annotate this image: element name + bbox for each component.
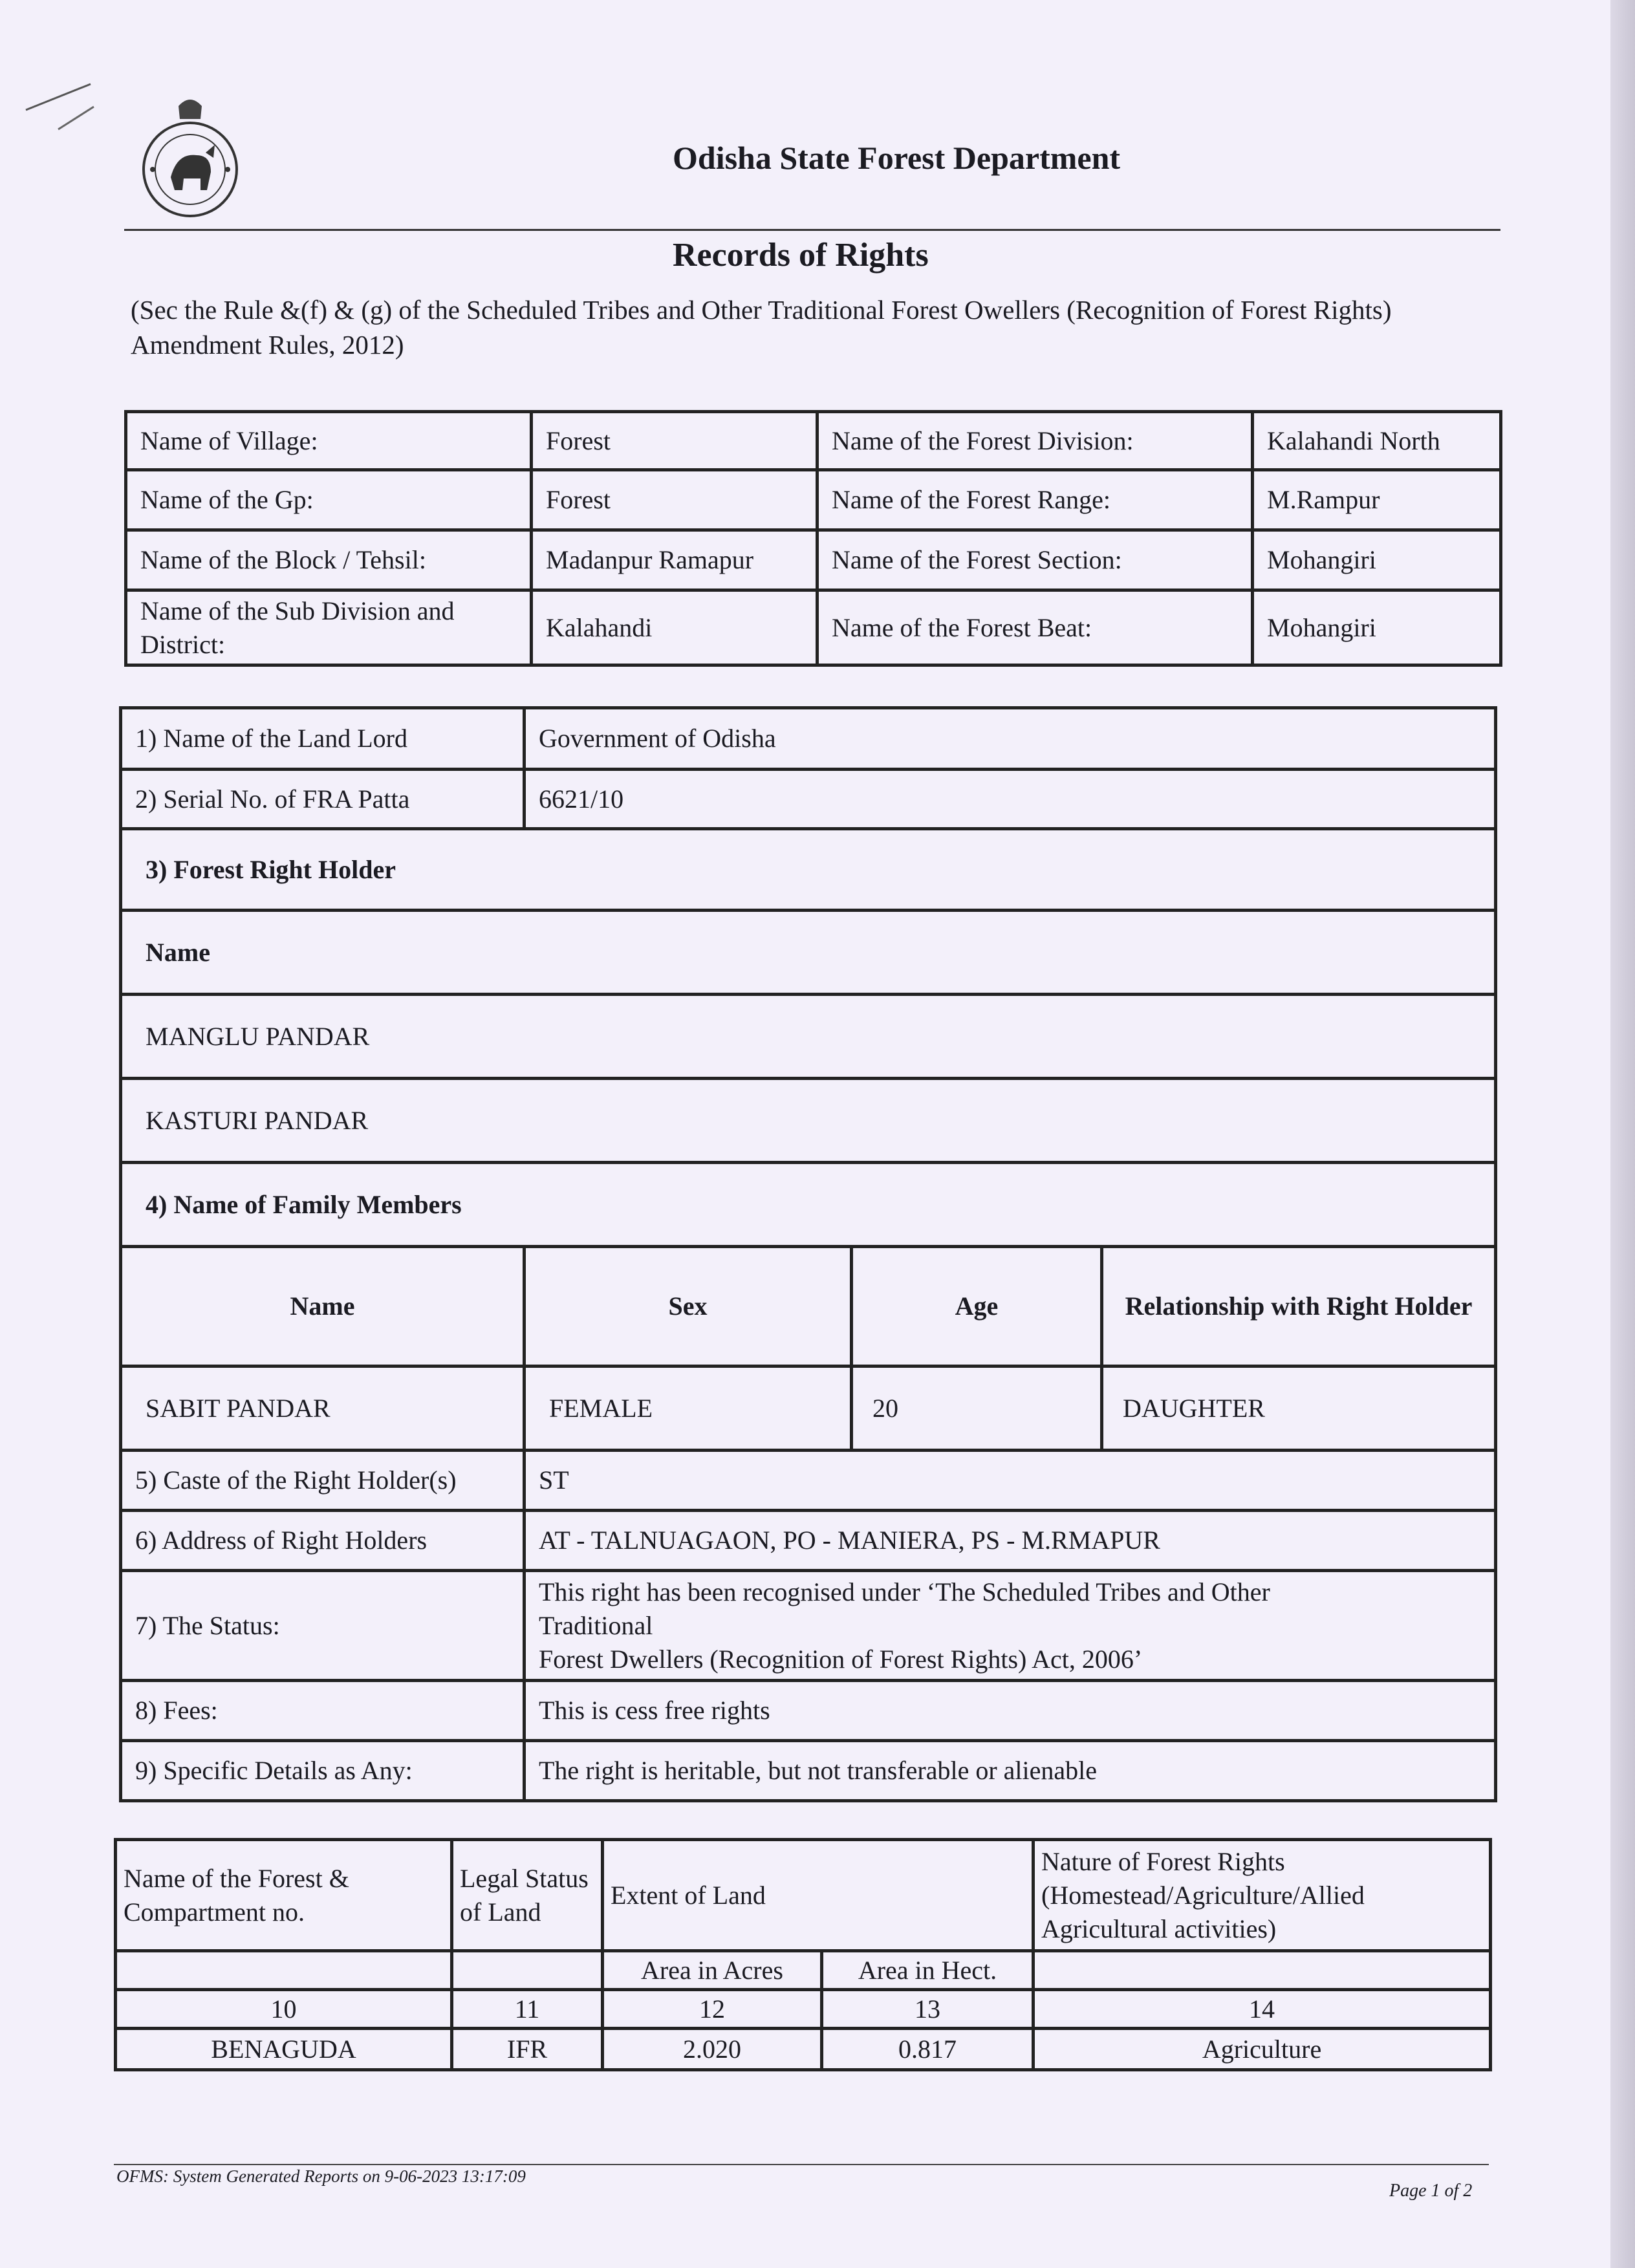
land-col-acres: Area in Acres [603,1951,822,1990]
details-label: 9) Specific Details as Any: [121,1741,525,1801]
section-value: Mohangiri [1253,530,1501,590]
footer-rule [114,2164,1489,2165]
patta-value: 6621/10 [525,770,1496,829]
block-value: Madanpur Ramapur [532,530,817,590]
caste-label: 5) Caste of the Right Holder(s) [121,1451,525,1511]
pen-mark [19,71,97,142]
land-legal-status: IFR [452,2029,603,2070]
status-label: 7) The Status: [121,1571,525,1681]
land-area-acres: 2.020 [603,2029,822,2070]
land-area-hect: 0.817 [822,2029,1034,2070]
family-col-age: Age [852,1247,1102,1366]
land-forest-name: BENAGUDA [116,2029,452,2070]
record-table [119,706,1497,1802]
details-value: The right is heritable, but not transferable or alienable [525,1741,1496,1801]
caste-value: ST [525,1451,1496,1511]
holder-heading: 3) Forest Right Holder [121,829,1496,911]
land-col-number: 12 [603,1990,822,2029]
land-col-number: 10 [116,1990,452,2029]
beat-value: Mohangiri [1253,590,1501,665]
division-label: Name of the Forest Division: [817,412,1253,470]
land-col-legal: Legal Status of Land [452,1840,603,1951]
division-value: Kalahandi North [1253,412,1501,470]
status-value [525,1571,1496,1681]
land-col-number: 14 [1034,1990,1491,2029]
land-col-hect: Area in Hect. [822,1951,1034,1990]
status-line: Forest Dwellers (Recognition of Forest Rights) Act, 2006’ [539,1644,1143,1674]
patta-label: 2) Serial No. of FRA Patta [121,770,525,829]
village-label: Name of Village: [126,412,532,470]
landlord-label: 1) Name of the Land Lord [121,708,525,770]
holder-name-heading: Name [121,911,1496,995]
header-rule [124,229,1500,231]
page-number: Page 1 of 2 [1389,2181,1473,2201]
block-label: Name of the Block / Tehsil: [126,530,532,590]
landlord-value: Government of Odisha [525,708,1496,770]
section-label: Name of the Forest Section: [817,530,1253,590]
holder-name: KASTURI PANDAR [121,1079,1496,1163]
range-value: M.Rampur [1253,470,1501,530]
land-col-number: 13 [822,1990,1034,2029]
family-member-name: SABIT PANDAR [121,1366,525,1451]
family-heading: 4) Name of Family Members [121,1163,1496,1247]
subdivision-label: Name of the Sub Division and District: [126,590,532,665]
status-line: This right has been recognised under ‘The Scheduled Tribes and Other Traditional [539,1577,1270,1640]
holder-name: MANGLU PANDAR [121,995,1496,1079]
range-label: Name of the Forest Range: [817,470,1253,530]
land-col-nature: Nature of Forest Rights (Homestead/Agriculture/Allied Agricultural activities) [1034,1840,1491,1951]
state-emblem-icon [138,93,242,220]
address-value: AT - TALNUAGAON, PO - MANIERA, PS - M.RMAPUR [525,1511,1496,1571]
land-col-extent: Extent of Land [603,1840,1034,1951]
land-col-forest: Name of the Forest & Compartment no. [116,1840,452,1951]
location-table [124,410,1502,667]
village-value: Forest [532,412,817,470]
family-col-sex: Sex [525,1247,852,1366]
family-member-sex: FEMALE [525,1366,852,1451]
footer-generated: OFMS: System Generated Reports on 9-06-2023 13:17:09 [116,2166,526,2186]
land-col-number: 11 [452,1990,603,2029]
beat-label: Name of the Forest Beat: [817,590,1253,665]
department-name: Odisha State Forest Department [673,140,1121,176]
gp-label: Name of the Gp: [126,470,532,530]
fees-label: 8) Fees: [121,1681,525,1741]
family-member-relation: DAUGHTER [1102,1366,1496,1451]
subdivision-value: Kalahandi [532,590,817,665]
family-col-relation: Relationship with Right Holder [1102,1247,1496,1366]
family-member-age: 20 [852,1366,1102,1451]
fees-value: This is cess free rights [525,1681,1496,1741]
land-nature: Agriculture [1034,2029,1491,2070]
page-title: Records of Rights [673,237,929,274]
address-label: 6) Address of Right Holders [121,1511,525,1571]
page-edge-shadow [1610,0,1635,2268]
family-col-name: Name [121,1247,525,1366]
gp-value: Forest [532,470,817,530]
page-subtitle: (Sec the Rule &(f) & (g) of the Scheduled Tribes and Other Traditional Forest Owellers (Recognition of Forest Rights) Amendment Rules, 2012) [131,295,1392,360]
land-table [114,1838,1492,2071]
